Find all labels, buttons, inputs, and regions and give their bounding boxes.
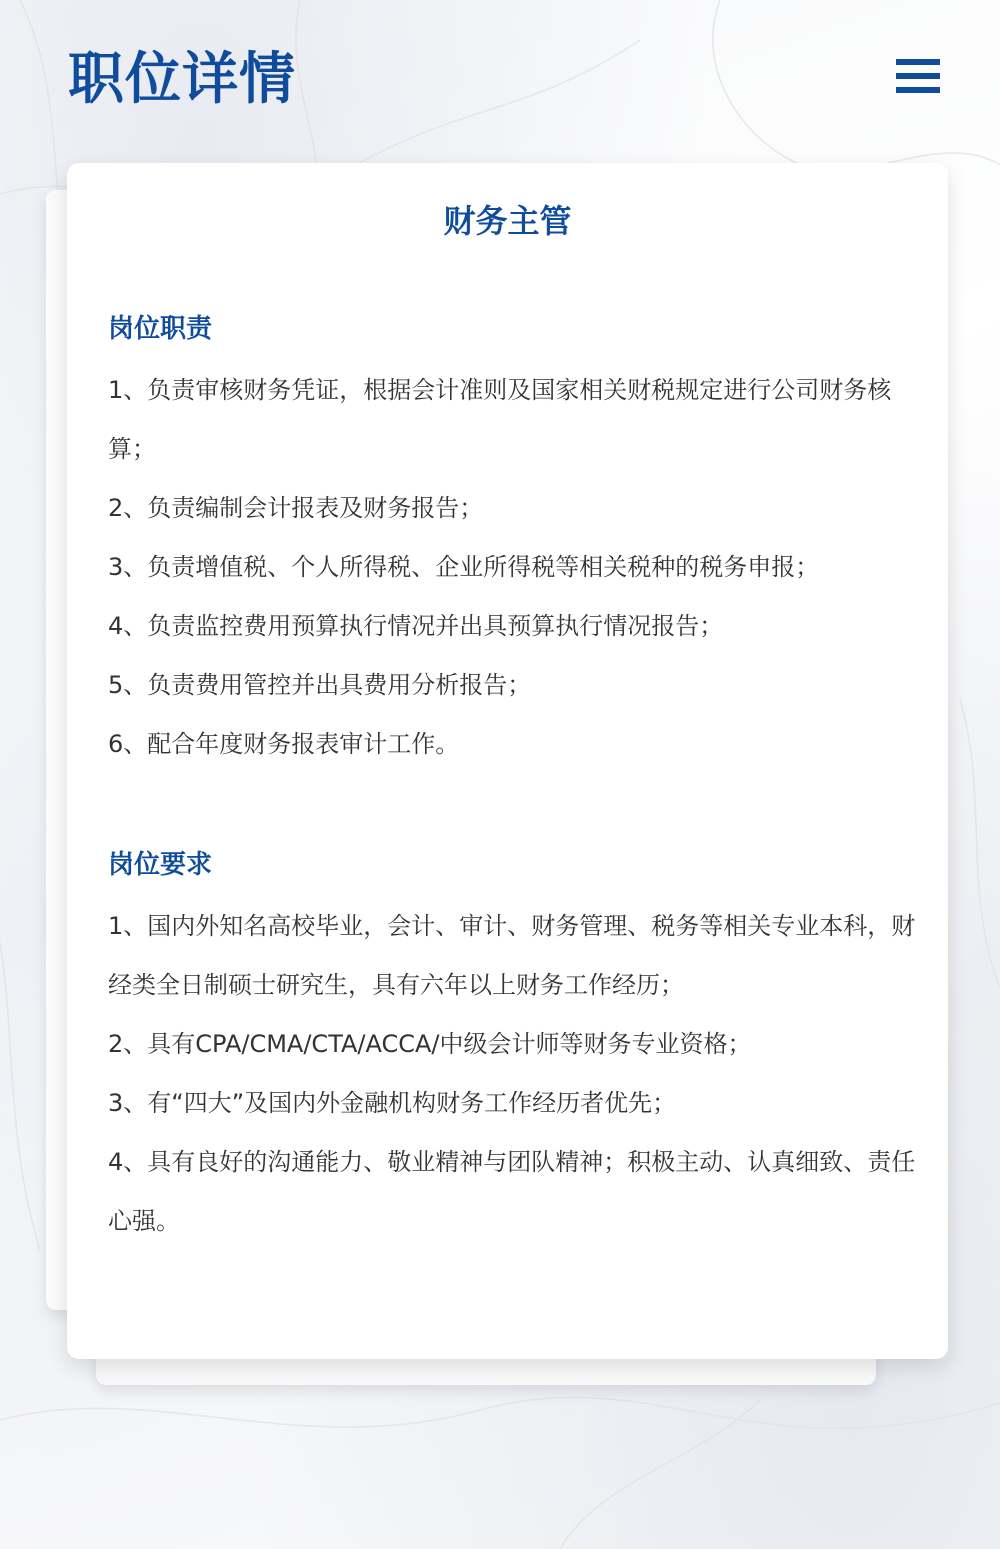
requirement-item: 2、具有CPA/CMA/CTA/ACCA/中级会计师等财务专业资格； xyxy=(108,1030,752,1058)
requirements-section xyxy=(108,843,928,1251)
duty-item: 6、配合年度财务报表审计工作。 xyxy=(108,730,460,758)
hamburger-menu-icon[interactable] xyxy=(896,59,940,93)
duty-item: 1、负责审核财务凭证，根据会计准则及国家相关财税规定进行公司财务核算； xyxy=(108,376,892,463)
requirements-list xyxy=(108,897,928,1251)
duties-heading: 岗位职责 xyxy=(108,314,213,344)
job-detail-card xyxy=(67,163,948,1359)
requirement-item: 3、有“四大”及国内外金融机构财务工作经历者优先； xyxy=(108,1089,677,1117)
menu-bar xyxy=(896,73,940,79)
menu-bar xyxy=(896,87,940,93)
requirements-heading: 岗位要求 xyxy=(108,850,213,880)
requirement-item: 1、国内外知名高校毕业，会计、审计、财务管理、税务等相关专业本科，财经类全日制硕士研究生，具有六年以上财务工作经历； xyxy=(108,912,916,999)
duty-item: 3、负责增值税、个人所得税、企业所得税等相关税种的税务申报； xyxy=(108,553,820,581)
duty-item: 2、负责编制会计报表及财务报告； xyxy=(108,494,484,522)
job-title: 财务主管 xyxy=(443,202,572,240)
menu-bar xyxy=(896,59,940,65)
duty-item: 4、负责监控费用预算执行情况并出具预算执行情况报告； xyxy=(108,612,724,640)
duties-section xyxy=(108,307,928,774)
requirement-item: 4、具有良好的沟通能力、敬业精神与团队精神；积极主动、认真细致、责任心强。 xyxy=(108,1148,916,1235)
duties-list xyxy=(108,361,928,774)
page-title: 职位详情 xyxy=(68,47,296,112)
duty-item: 5、负责费用管控并出具费用分析报告； xyxy=(108,671,532,699)
